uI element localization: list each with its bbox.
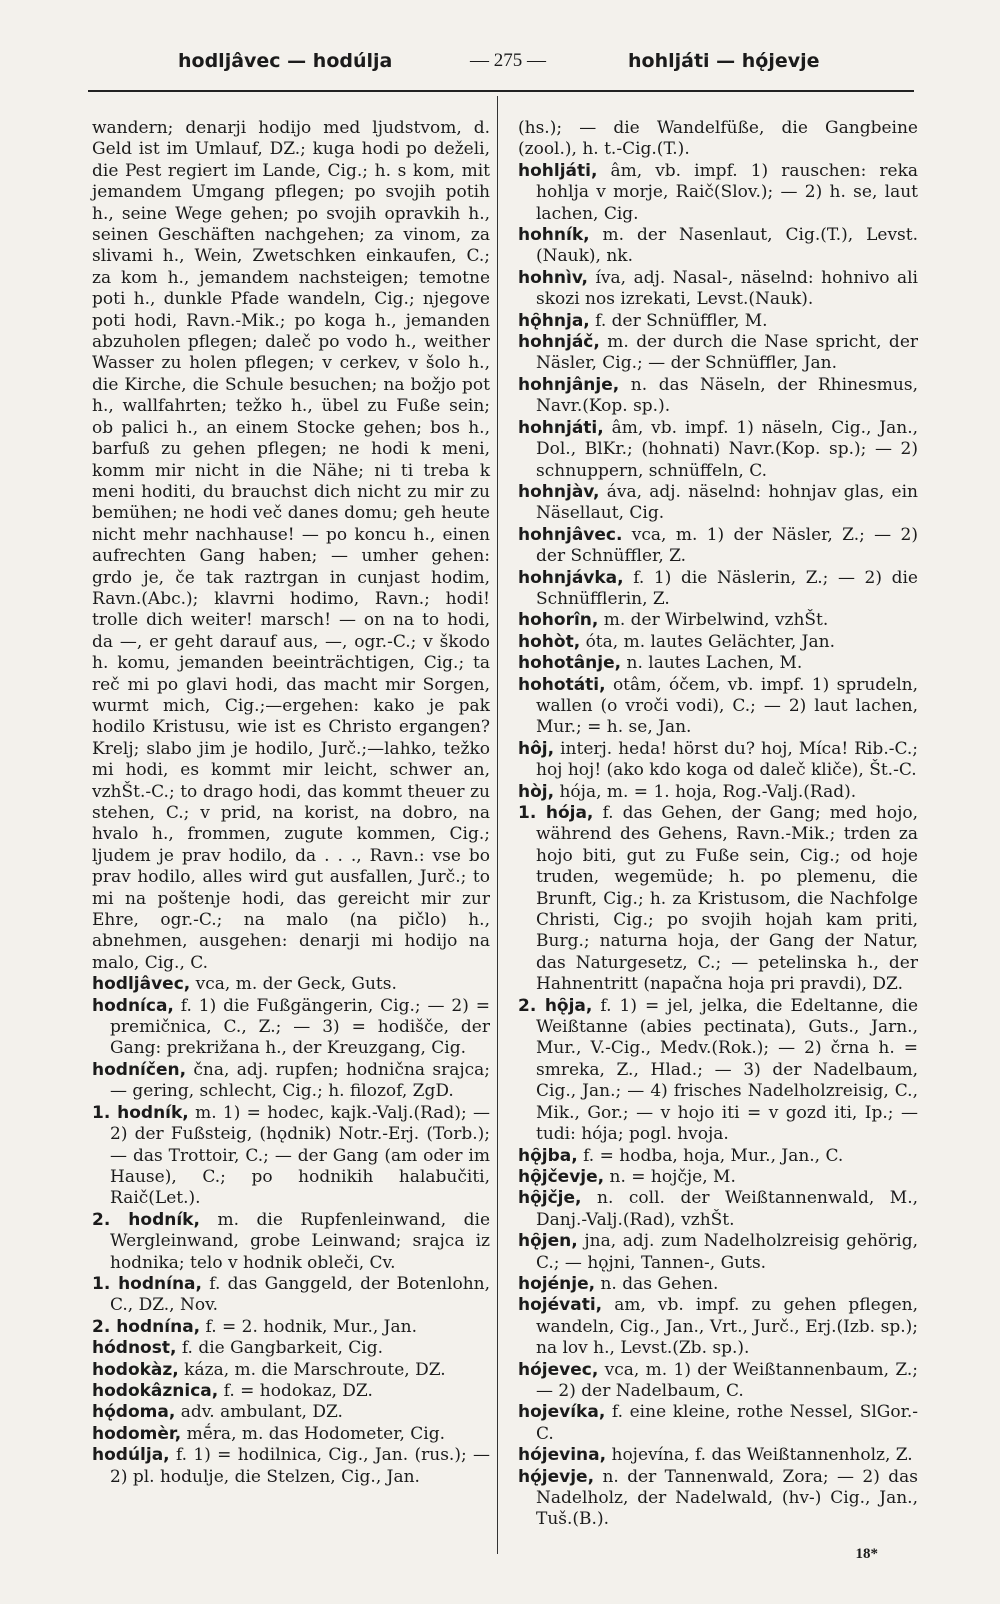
dictionary-entry — [518, 225, 918, 268]
entry-headword: hǫ́jevje, — [518, 1466, 595, 1487]
entry-headword: hohòt, — [518, 631, 581, 652]
dictionary-entry — [518, 996, 918, 1146]
entry-headword: hojévati, — [518, 1295, 603, 1316]
entry-headword: 2. hodník, — [92, 1209, 200, 1230]
dictionary-entry — [518, 1467, 918, 1531]
entry-definition: íva, adj. Nasal-, näselnd: hohnivo ali skozi nos izrekati, Levst.(Nauk). — [536, 267, 918, 310]
entry-definition: âm, vb. impf. 1) näseln, Cig., Jan., Dol., BlKr.; (hohnati) Navr.(Kop. sp.); — 2) schnuppern, schnüffeln, C. — [536, 417, 919, 481]
dictionary-entry — [92, 1060, 490, 1103]
dictionary-entry — [518, 161, 918, 225]
entry-definition: čna, adj. rupfen; hodnična srajca; — gering, schlecht, Cig.; h. filozof, ZgD. — [110, 1059, 490, 1102]
dictionary-entry — [92, 996, 490, 1060]
entry-definition: vca, m. 1) der Weißtannenbaum, Z.; — 2) der Nadelbaum, C. — [536, 1359, 918, 1401]
entry-headword: hodomèr, — [92, 1423, 182, 1444]
header-left-guideword: hodljâvec — hodúlja — [178, 50, 393, 72]
entry-definition: adv. ambulant, DZ. — [180, 1402, 343, 1423]
dictionary-entry — [518, 525, 918, 568]
entry-definition: am, vb. impf. zu gehen pflegen, wandeln, Cig., Jan., Vrt., Jurč., Erj.(Izb. sp.); na lov h., Levst.(Zb. sp.). — [536, 1295, 919, 1359]
entry-definition: áva, adj. näselnd: hohnjav glas, ein Näsellaut, Cig. — [536, 481, 918, 524]
entry-headword: hohljáti, — [518, 160, 598, 181]
dictionary-entry — [518, 1146, 918, 1167]
entry-definition: interj. heda! hörst du? hoj, Míca! Rib.-C.; hoj hoj! (ako kdo koga od daleč kliče), Št.-C. — [536, 738, 918, 781]
dictionary-entry — [518, 1231, 918, 1274]
entry-headword: 1. hodnína, — [92, 1273, 202, 1294]
dictionary-entry — [518, 332, 918, 375]
entry-definition: m. der Nasenlaut, Cig.(T.), Levst. (Nauk), nk. — [536, 225, 919, 267]
entry-headword: hohnjâvec. — [518, 524, 623, 545]
entry-definition: jna, adj. zum Nadelholzreisig gehörig, C.; — hǫjni, Tannen-, Guts. — [536, 1231, 919, 1273]
dictionary-entry — [518, 803, 918, 996]
entry-definition: otâm, óčem, vb. impf. 1) sprudeln, wallen (o vroči vodi), C.; — 2) laut lachen, Mur.; = h. se, Jan. — [536, 674, 919, 738]
entry-definition: vca, m. der Geck, Guts. — [195, 974, 397, 995]
entry-definition: wandern; denarji hodijo med ljudstvom, d. Geld ist im Umlauf, DZ.; kuga hodi po deželi, die Pest regiert im Lande, Cig.; h. s kom, mit jemandem Umgang pflegen; po svojih potih h., seine Wege gehen; po svojih opravkih h., seinen Geschäften nachgehen; za vinom, za slivami h., Wein, Zwetschken einkaufen, C.; za kom h., jemandem nachsteigen; temotne poti h., dunkle Pfade wandeln, Cig.; njegove poti hodi, Ravn.-Mik.; po koga h., jemanden abzuholen pflegen; daleč po vodo h., weither Wasser zu holen pflegen; v cerkev, v šolo h., die Kirche, die Schule besuchen; na božjo pot h., wallfahrten; težko h., übel zu Fuße sein; ob palici h., an einem Stocke gehen; bos h., barfuß zu gehen pflegen; ne hodi k meni, komm mir nicht in die Nähe; ni ti treba k meni hoditi, du brauchst dich nicht zu mir zu bemühen; ne hodi več danes domu; geh heute nicht mehr nachhause! — po koncu h., einen aufrechten Gang haben; — umher gehen: grdo je, če tak raztrgan in cunjast hodim, Ravn.(Abc.); klavrni hodimo, Ravn.; hodi! trolle dich weiter! marsch! — on na to hodi, da —, er geht darauf aus, —, ogr.-C.; v škodo h. komu, jemanden beeinträchtigen, Cig.; ta reč mi po glavi hodi, das macht mir Sorgen, wurmt mich, Cig.;—ergehen: kako je pak hodilo Kristusu, wie ist es Christo ergangen? Krelj; slabo jim je hodilo, Jurč.;—lahko, težko mi hodi, es kommt mir leicht, schwer an, vzhŠt.-C.; to drago hodi, das kommt theuer zu stehen, C.; v prid, na korist, na dobro, na hvalo h., frommen, zugute kommen, Cig.; ljudem je prav hodilo, da . . ., Ravn.: vse bo prav hodilo, alles wird gut ausfallen, Jurč.; to mi na poštenje hodi, das gereicht mir zur Ehre, ogr.-C.; na malo (na pičlo) h., abnehmen, ausgehen: denarji mi hodijo na malo, Cig., C. — [92, 118, 490, 973]
entry-headword: hodokàz, — [92, 1359, 179, 1380]
left-column — [92, 118, 490, 1488]
dictionary-entry — [518, 118, 918, 161]
dictionary-entry — [518, 1188, 918, 1231]
entry-definition: n. lautes Lachen, M. — [626, 653, 803, 674]
entry-definition: f. 1) = hodilnica, Cig., Jan. (rus.); — 2) pl. hodulje, die Stelzen, Cig., Jan. — [110, 1445, 490, 1487]
entry-definition: óta, m. lautes Gelächter, Jan. — [585, 631, 835, 652]
dictionary-entry — [518, 675, 918, 739]
entry-headword: hojénje, — [518, 1273, 596, 1294]
dictionary-entry — [92, 1381, 490, 1402]
dictionary-entry — [518, 782, 918, 803]
entry-headword: hǫ̑jba, — [518, 1145, 578, 1166]
entry-headword: hodokâznica, — [92, 1380, 219, 1401]
entry-definition: m. der Wirbelwind, vzhŠt. — [603, 610, 829, 631]
entry-headword: hohník, — [518, 225, 590, 246]
dictionary-entry — [518, 610, 918, 631]
dictionary-entry — [518, 1167, 918, 1188]
entry-definition: m. 1) = hodec, kajk.-Valj.(Rad); — 2) der Fußsteig, (hǫdnik) Notr.-Erj. (Torb.); — das Trottoir, C.; — der Gang (am oder im Hause), C.; po hodnikih halabučiti, Raič(Let.). — [110, 1102, 490, 1209]
dictionary-entry — [92, 974, 490, 995]
entry-definition: âm, vb. impf. 1) rauschen: reka hohlja v morje, Raič(Slov.); — 2) h. se, laut lachen, Cig. — [536, 160, 919, 224]
dictionary-entry — [518, 375, 918, 418]
entry-headword: hódnost, — [92, 1338, 177, 1359]
entry-headword: hohnìv, — [518, 267, 588, 288]
entry-definition: n. der Tannenwald, Zora; — 2) das Nadelholz, der Nadelwald, (hv-) Cig., Jan., Tuš.(B.). — [536, 1466, 918, 1530]
entry-definition: f. das Gehen, der Gang; med hojo, während des Gehens, Ravn.-Mik.; trden za hojo biti, gut zu Fuße sein, Cig.; od hoje truden, wegemüde; h. po plemenu, die Brunft, Cig.; h. za Kristusom, die Nachfolge Christi, Cig.; po svojih hojah kam priti, Burg.; naturna hoja, der Gang der Natur, das Naturgesetz, C.; — petelinska h., der Hahnentritt (napačna hoja pri pravdi), DZ. — [536, 803, 919, 995]
entry-definition: f. 1) die Fußgängerin, Cig.; — 2) = premičnica, C., Z.; — 3) = hodišče, der Gang: prekrižana h., der Kreuzgang, Cig. — [110, 995, 490, 1059]
dictionary-entry — [92, 1402, 490, 1423]
dictionary-entry — [518, 268, 918, 311]
entry-headword: hohotânje, — [518, 653, 622, 674]
entry-headword: hohorîn, — [518, 610, 599, 631]
column-divider — [497, 96, 498, 1554]
dictionary-entry — [92, 1210, 490, 1274]
entry-headword: hójevina, — [518, 1445, 607, 1466]
dictionary-entry — [518, 1295, 918, 1359]
dictionary-entry — [518, 568, 918, 611]
entry-headword: hohotáti, — [518, 674, 606, 695]
entry-headword: hohnjânje, — [518, 374, 620, 395]
entry-headword: hodúlja, — [92, 1445, 170, 1466]
entry-headword: hodníčen, — [92, 1059, 187, 1080]
page-header — [88, 50, 918, 80]
entry-definition: (hs.); — die Wandelfüße, die Gangbeine (zool.), h. t.-Cig.(T.). — [518, 118, 918, 160]
entry-definition: n. coll. der Weißtannenwald, M., Danj.-Valj.(Rad), vzhŠt. — [536, 1188, 919, 1230]
dictionary-entry — [518, 739, 918, 782]
entry-headword: hohnjàv, — [518, 481, 600, 502]
page-number: — 275 — — [470, 50, 546, 71]
entry-headword: hôj, — [518, 738, 555, 759]
entry-definition: mḗra, m. das Hodometer, Cig. — [186, 1423, 445, 1444]
entry-headword: hodljâvec, — [92, 974, 191, 995]
header-rule — [88, 90, 914, 92]
entry-headword: hǫ̑jen, — [518, 1231, 578, 1252]
entry-definition: n. das Gehen. — [600, 1273, 719, 1294]
dictionary-entry — [518, 482, 918, 525]
entry-headword: hǫ̑jčje, — [518, 1188, 582, 1209]
dictionary-entry — [92, 1317, 490, 1338]
entry-definition: n. = hojčje, M. — [609, 1166, 736, 1187]
entry-definition: f. der Schnüffler, M. — [595, 310, 768, 331]
header-right-guideword: hohljáti — hǫ́jevje — [628, 50, 820, 72]
dictionary-entry — [92, 1103, 490, 1210]
entry-headword: 1. hodník, — [92, 1102, 189, 1123]
dictionary-entry — [518, 1360, 918, 1403]
dictionary-entry — [92, 1424, 490, 1445]
entry-headword: hójevec, — [518, 1359, 599, 1380]
dictionary-entry — [92, 118, 490, 974]
signature-mark: 18* — [855, 1546, 878, 1562]
entry-definition: f. = hodokaz, DZ. — [223, 1380, 373, 1401]
entry-headword: hohnjávka, — [518, 567, 624, 588]
entry-headword: hòj, — [518, 781, 555, 802]
entry-definition: káza, m. die Marschroute, DZ. — [184, 1359, 446, 1380]
dictionary-entry — [518, 632, 918, 653]
dictionary-entry — [92, 1445, 490, 1488]
entry-headword: hodníca, — [92, 995, 174, 1016]
dictionary-entry — [518, 418, 918, 482]
dictionary-entry — [92, 1360, 490, 1381]
dictionary-entry — [518, 1445, 918, 1466]
dictionary-entry — [92, 1274, 490, 1317]
dictionary-entry — [92, 1338, 490, 1359]
entry-headword: 2. hǫ̑ja, — [518, 995, 593, 1016]
entry-definition: f. eine kleine, rothe Nessel, SlGor.-C. — [536, 1402, 919, 1444]
entry-definition: hojevína, f. das Weißtannenholz, Z. — [611, 1445, 913, 1466]
entry-definition: f. = hodba, hoja, Mur., Jan., C. — [583, 1145, 844, 1166]
entry-headword: 1. hója, — [518, 803, 594, 823]
entry-definition: hója, m. = 1. hoja, Rog.-Valj.(Rad). — [559, 781, 857, 802]
entry-definition: m. die Rupfenleinwand, die Wergleinwand, grobe Leinwand; srajca iz hodnika; telo v hodnik obleči, Cv. — [110, 1209, 491, 1273]
entry-definition: vca, m. 1) der Näsler, Z.; — 2) der Schnüffler, Z. — [536, 524, 918, 567]
entry-headword: hohnjáti, — [518, 417, 604, 438]
dictionary-entry — [518, 1402, 918, 1445]
entry-headword: hohnjáč, — [518, 332, 600, 353]
entry-headword: 2. hodnína, — [92, 1316, 201, 1337]
entry-definition: f. die Gangbarkeit, Cig. — [181, 1338, 383, 1359]
entry-headword: hojevíka, — [518, 1402, 606, 1423]
entry-definition: f. 1) die Näslerin, Z.; — 2) die Schnüfflerin, Z. — [536, 567, 918, 609]
entry-headword: hǫ̑hnja, — [518, 310, 590, 331]
entry-definition: f. das Ganggeld, der Botenlohn, C., DZ., Nov. — [110, 1273, 490, 1316]
entry-definition: n. das Näseln, der Rhinesmus, Navr.(Kop. sp.). — [536, 374, 919, 417]
right-column — [518, 118, 918, 1531]
entry-definition: m. der durch die Nase spricht, der Näsler, Cig.; — der Schnüffler, Jan. — [536, 332, 919, 374]
entry-definition: f. 1) = jel, jelka, die Edeltanne, die Weißtanne (abies pectinata), Guts., Jarn., Mur., V.-Cig., Medv.(Rok.); — 2) črna h. = smreka, Z., Hlad.; — 3) der Nadelbaum, Cig., Jan.; — 4) frisches Nadelholzreisig, C., Mik., Gor.; — v hojo iti = v gozd iti, Ip.; — tudi: hója; pogl. hvoja. — [536, 995, 919, 1145]
dictionary-entry — [518, 1274, 918, 1295]
dictionary-entry — [518, 653, 918, 674]
dictionary-entry — [518, 311, 918, 332]
entry-headword: hǫ́doma, — [92, 1402, 176, 1423]
entry-definition: f. = 2. hodnik, Mur., Jan. — [205, 1316, 417, 1337]
entry-headword: hǫ̑jčevje, — [518, 1166, 605, 1187]
